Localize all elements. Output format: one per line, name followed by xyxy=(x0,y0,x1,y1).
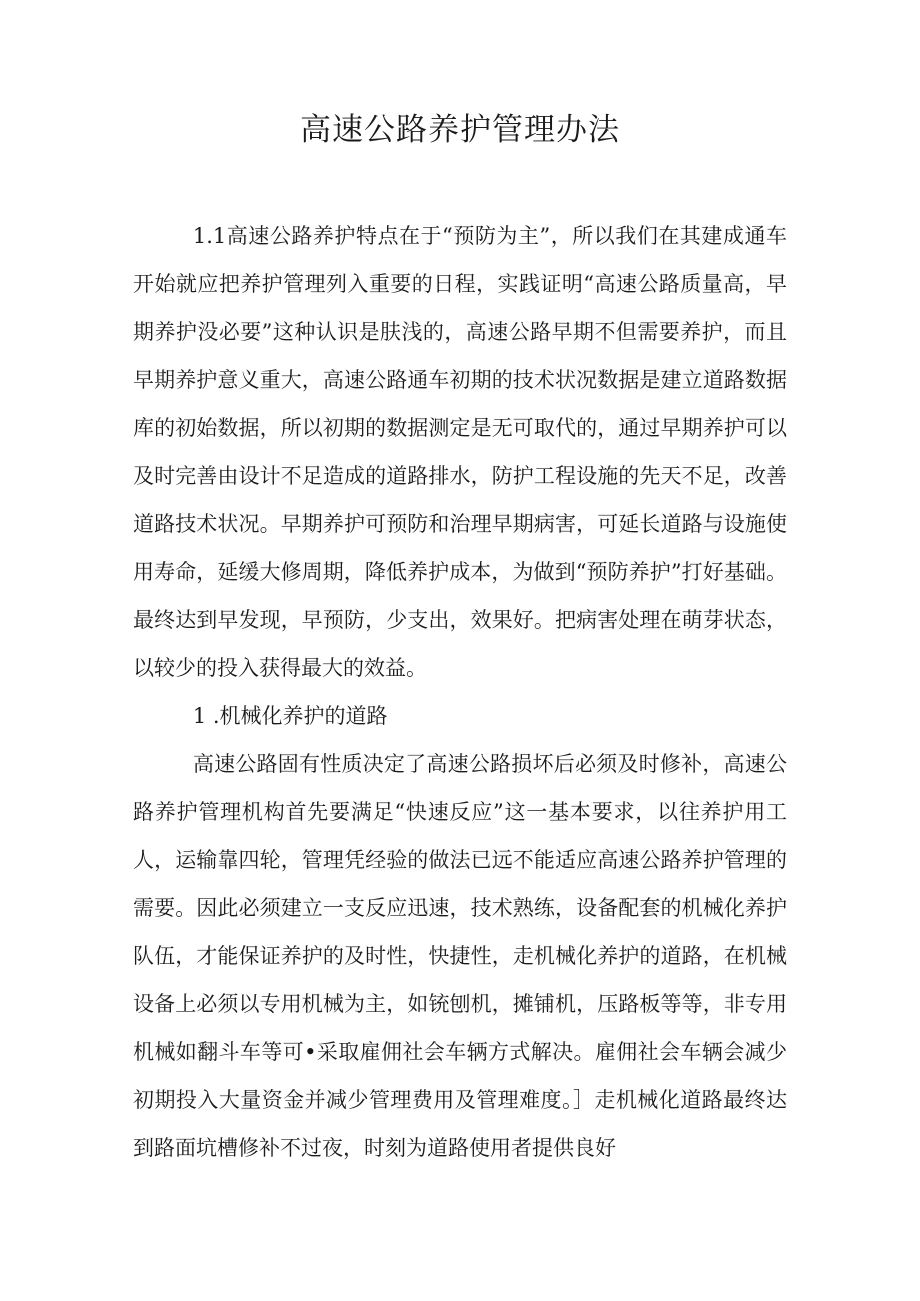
paragraph-mechanized: 高速公路固有性质决定了高速公路损坏后必须及时修补，高速公路养护管理机构首先要满足“快速反应”这一基本要求，以往养护用工人，运输靠四轮，管理凭经验的做法已远不能适应高速公路养护管理的需要。因此必须建立一支反应迅速，技术熟练，设备配套的机械化养护队伍，才能保证养护的及时性，快捷性，走机械化养护的道路，在机械设备上必须以专用机械为主，如铳刨机，摊铺机，压路板等等，非专用机械如翻斗车等可•采取雇佣社会车辆方式解决。雇佣社会车辆会减少初期投入大量资金并减少管理费用及管理难度。］走机械化道路最终达到路面坑槽修补不过夜，时刻为道路使用者提供良好 xyxy=(133,752,787,1160)
document-body xyxy=(133,212,787,1172)
section-heading-mechanized: 1 .机械化养护的道路 xyxy=(192,704,388,728)
document-title: 高速公路养护管理办法 xyxy=(300,112,620,148)
paragraph-prevention: 1.1高速公路养护特点在于“预防为主”，所以我们在其建成通车开始就应把养护管理列入重要的日程，实践证明“高速公路质量高，早期养护没必要”这种认识是肤浅的，高速公路早期不但需要养护，而且早期养护意义重大，高速公路通车初期的技术状况数据是建立道路数据库的初始数据，所以初期的数据测定是无可取代的，通过早期养护可以及时完善由设计不足造成的道路排水，防护工程设施的先天不足，改善道路技术状况。早期养护可预防和治理早期病害，可延长道路与设施使用寿命，延缓大修周期，降低养护成本，为做到“预防养护”打好基础。最终达到早发现，早预防，少支出，效果好。把病害处理在萌芽状态，以较少的投入获得最大的效益。 xyxy=(133,224,787,680)
